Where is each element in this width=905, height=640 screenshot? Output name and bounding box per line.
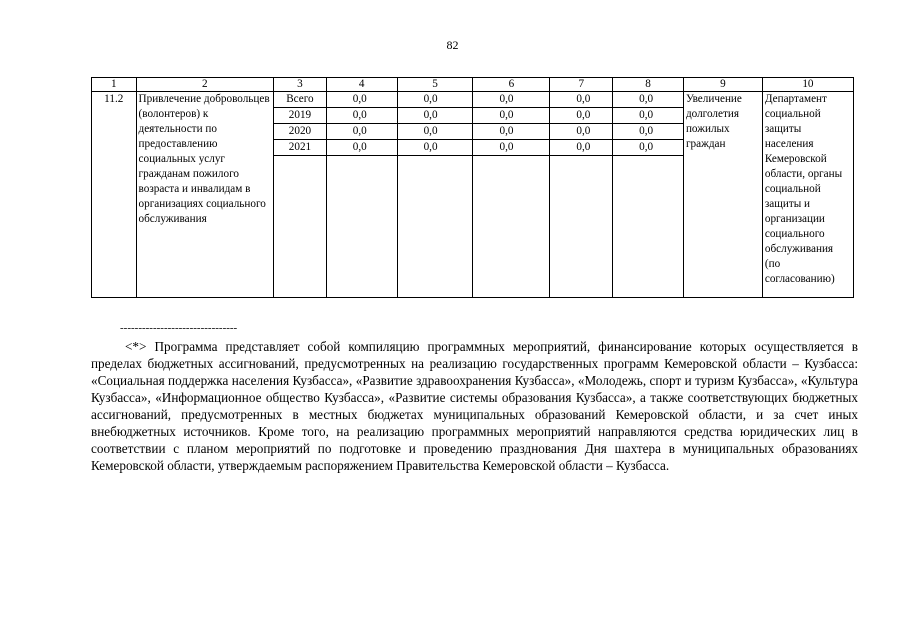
- funding-value: 0,0: [613, 92, 684, 108]
- year-label: 2021: [274, 140, 327, 156]
- column-header: 4: [326, 78, 397, 92]
- column-header: 1: [92, 78, 137, 92]
- column-header: 10: [762, 78, 853, 92]
- activity-name: Привлечение добровольцев (волонтеров) к деятельности по предоставлению социальных услуг гражданам пожилого возраста и инвалидам в организациях социального обслуживания: [136, 92, 274, 298]
- funding-value: 0,0: [473, 124, 550, 140]
- column-header: 8: [613, 78, 684, 92]
- year-label: Всего: [274, 92, 327, 108]
- column-header: 3: [274, 78, 327, 92]
- footnote-text: <*> Программа представляет собой компиляцию программных мероприятий, финансирование которых осуществляется в пределах бюджетных ассигнований, предусмотренных на реализацию государственных программ Кемеровской области – Кузбасса: «Социальная поддержка населения Кузбасса», «Развитие здравоохранения Кузбасса», «Молодежь, спорт и туризм Кузбасса», «Культура Кузбасса», «Информационное общество Кузбасса», «Развитие системы образования Кузбасса», а также соответствующих бюджетных ассигнований, предусмотренных в местных бюджетах муниципальных образований Кемеровской области, и за счет иных внебюджетных источников. Кроме того, на реализацию программных мероприятий направляются средства юридических лиц в соответствии с планом мероприятий по подготовке и проведению празднования Дня шахтера в муниципальных образованиях Кемеровской области, утверждаемым распоряжением Правительства Кемеровской области – Кузбасса.: [91, 339, 858, 473]
- empty-cell: [274, 156, 327, 298]
- page-number: 82: [446, 38, 459, 52]
- funding-value: 0,0: [397, 92, 473, 108]
- column-header: 9: [683, 78, 762, 92]
- funding-value: 0,0: [550, 108, 613, 124]
- funding-value: 0,0: [397, 124, 473, 140]
- year-label: 2020: [274, 124, 327, 140]
- funding-value: 0,0: [326, 108, 397, 124]
- program-table: [91, 77, 854, 298]
- funding-value: 0,0: [473, 108, 550, 124]
- empty-cell: [550, 156, 613, 298]
- empty-cell: [473, 156, 550, 298]
- expected-result: Увеличение долголетия пожилых граждан: [683, 92, 762, 298]
- funding-value: 0,0: [326, 140, 397, 156]
- row-number: 11.2: [92, 92, 137, 298]
- header-row: [92, 78, 854, 92]
- funding-value: 0,0: [550, 140, 613, 156]
- empty-cell: [326, 156, 397, 298]
- funding-value: 0,0: [397, 108, 473, 124]
- column-header: 6: [473, 78, 550, 92]
- funding-value: 0,0: [473, 92, 550, 108]
- year-label: 2019: [274, 108, 327, 124]
- funding-value: 0,0: [550, 124, 613, 140]
- funding-value: 0,0: [613, 140, 684, 156]
- column-header: 5: [397, 78, 473, 92]
- funding-value: 0,0: [613, 124, 684, 140]
- column-header: 7: [550, 78, 613, 92]
- footnote-separator: --------------------------------: [120, 322, 238, 334]
- funding-value: 0,0: [613, 108, 684, 124]
- funding-value: 0,0: [326, 124, 397, 140]
- funding-value: 0,0: [550, 92, 613, 108]
- empty-cell: [613, 156, 684, 298]
- column-header: 2: [136, 78, 274, 92]
- funding-value: 0,0: [473, 140, 550, 156]
- empty-cell: [397, 156, 473, 298]
- executor: Департамент социальной защиты населения Кемеровской области, органы социальной защиты и организации социального обслуживания (по согласованию): [762, 92, 853, 298]
- funding-value: 0,0: [326, 92, 397, 108]
- funding-value: 0,0: [397, 140, 473, 156]
- table-row: [92, 92, 854, 108]
